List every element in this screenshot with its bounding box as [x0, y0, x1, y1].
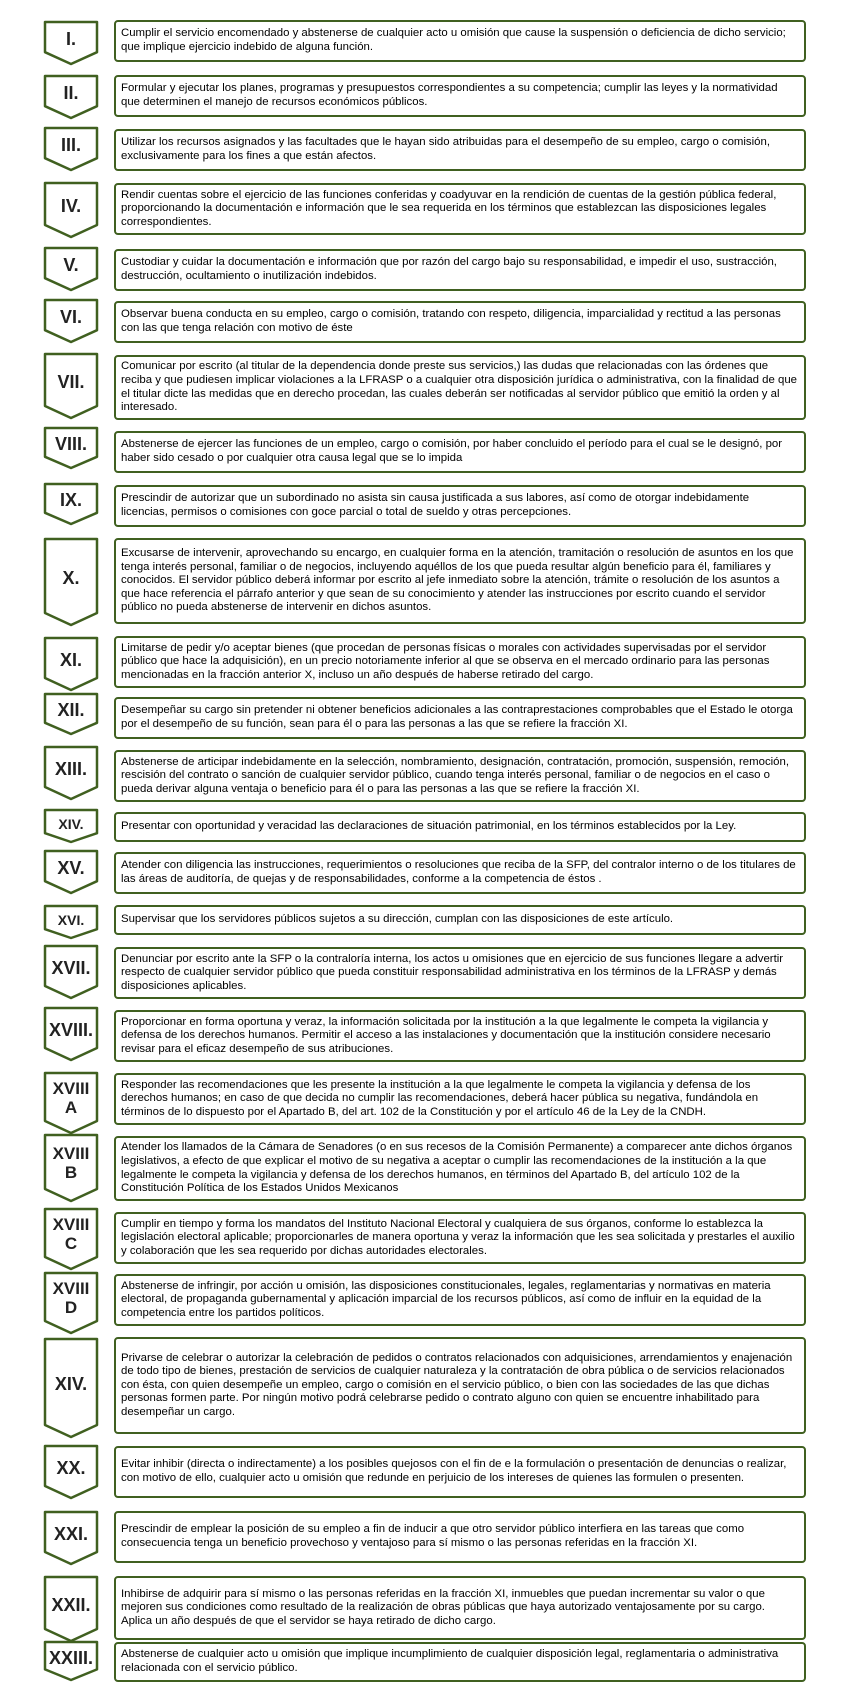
fraction-number: XIV.	[58, 815, 84, 832]
fraction-text-box	[114, 355, 806, 420]
fraction-number: IX.	[59, 490, 82, 511]
fraction-number-badge	[43, 298, 99, 344]
fraction-text-box	[114, 485, 806, 527]
fraction-text-box	[114, 1576, 806, 1640]
fraction-number: VII.	[57, 372, 85, 392]
fraction-number: XIV.	[54, 1374, 88, 1394]
fraction-text: Formular y ejecutar los planes, programas y presupuestos correspondientes a su competencia; cumplir las leyes y la normatividad que determinen el manejo de recursos económicos públicos.	[121, 82, 778, 108]
fraction-number: III.	[60, 135, 81, 156]
fraction-text-box	[114, 183, 806, 235]
fraction-number: X.	[62, 568, 80, 588]
fraction-text: Desempeñar su cargo sin pretender ni obtener beneficios adicionales a las contraprestaciones comprobables que el Estado le otorga por el desempeño de su función, sean para él o para las personas a las que se refiere la fracción XI.	[121, 704, 793, 730]
fraction-text: Privarse de celebrar o autorizar la celebración de pedidos o contratos relacionados con adquisiciones, arrendamientos y enajenación de todo tipo de bienes, prestación de servicios de cualquier naturaleza y la contratación de obra pública o de servicios relacionados con ésta, con quien desempeñe un empleo, cargo o comisión en el servicio público, o bien con las sociedades de las que dichas personas formen parte. Por ningún motivo podrá celebrarse pedido o contrato alguno con quien se encuentre inhabilitado para desempeñar un cargo.	[121, 1351, 793, 1418]
fraction-number-badge	[43, 1271, 99, 1335]
fraction-text-box	[114, 750, 806, 802]
fraction-text-box	[114, 812, 806, 842]
fraction-number: XI.	[59, 650, 82, 670]
fraction-number-badge	[43, 849, 99, 895]
fraction-number: XV.	[57, 858, 85, 879]
fraction-number-badge	[43, 246, 99, 292]
fraction-number: V.	[63, 255, 79, 276]
fraction-text-box	[114, 538, 806, 624]
fraction-text: Comunicar por escrito (al titular de la dependencia donde preste sus servicios,) las dudas que relacionadas con las órdenes que reciba y que pudiesen implicar violaciones a la LFRASP o a cualquier otra disposición jurídica o administrativa, con la finalidad de que el titular dicte las medidas que en derecho procedan, las cuales deberán ser notificadas al servidor público que emitió la orden y al interesado.	[121, 360, 798, 414]
fraction-text: Supervisar que los servidores públicos sujetos a su dirección, cumplan con las disposiciones de este artículo.	[121, 913, 674, 926]
fraction-number: XXII.	[51, 1595, 91, 1615]
fraction-text: Responder las recomendaciones que les presente la institución a la que legalmente le competa la vigilancia y defensa de los derechos humanos; en caso de que decida no cumplir las recomendaciones, deberá hacer pública su negativa, fundándola en términos de lo dispuesto por el Apartado B, del art. 102 de la Constitución y por el artículo 46 de la Ley de la CNDH.	[121, 1078, 759, 1118]
fraction-text: Prescindir de autorizar que un subordinado no asista sin causa justificada a sus labores, así como de otorgar indebidamente licencias, permisos o comisiones con goce parcial o total de sueldo y otras percepciones.	[121, 492, 750, 518]
fraction-text: Presentar con oportunidad y veracidad las declaraciones de situación patrimonial, en los términos establecidos por la Ley.	[121, 820, 737, 833]
fraction-number: XVIII C	[52, 1215, 90, 1253]
fraction-number: XVIII A	[52, 1079, 90, 1117]
fraction-text: Prescindir de emplear la posición de su empleo a fin de inducir a que otro servidor público interfiera en las tareas que como consecuencia tenga un beneficio provechoso y ventajoso para sí mismo o las personas referidas en la fracción XI.	[121, 1523, 745, 1549]
fraction-number: XX.	[56, 1458, 86, 1478]
fraction-text-box	[114, 1337, 806, 1434]
fraction-number-badge	[43, 20, 99, 66]
fraction-text-box	[114, 20, 806, 62]
fraction-text-box	[114, 1010, 806, 1062]
fraction-number: XXI.	[53, 1524, 88, 1544]
fraction-number-badge	[43, 1071, 99, 1135]
fraction-text: Excusarse de intervenir, aprovechando su encargo, en cualquier forma en la atención, tramitación o resolución de asuntos en los que tenga interés personal, familiar o de negocios, incluyendo aquéllos de los que pueda resultar algún beneficio para él, familiares y conocidos. El servidor público deberá informar por escrito al jefe inmediato sobre la atención, trámite o resolución de los asuntos a que hace referencia el párrafo anterior y que sean de su conocimiento y atender las instrucciones por escrito cuando el servidor público no pueda abstenerse de intervenir en dichos asuntos.	[121, 547, 794, 614]
fraction-number-badge	[43, 1640, 99, 1682]
fraction-number-badge	[43, 808, 99, 844]
fraction-number: II.	[63, 83, 79, 104]
fraction-text-box	[114, 1136, 806, 1201]
fraction-number-badge	[43, 636, 99, 692]
fraction-number-badge	[43, 537, 99, 627]
fraction-text-box	[114, 1511, 806, 1563]
fraction-text: Denunciar por escrito ante la SFP o la contraloría interna, los actos u omisiones que en ejercicio de sus funciones llegare a advertir respecto de cualquier servidor público que pueda constituir responsabilidad administrativa en los términos de la LFRASP y demás disposiciones aplicables.	[121, 952, 784, 992]
fraction-number-badge	[43, 1337, 99, 1439]
fraction-text-box	[114, 1446, 806, 1498]
fraction-text-box	[114, 75, 806, 117]
fraction-number: XXIII.	[48, 1647, 93, 1668]
fraction-text: Atender los llamados de la Cámara de Senadores (o en sus recesos de la Comisión Permanente) a comparecer ante dichos órganos legislativos, a efecto de que explicar el motivo de su negativa a aceptar o cumplir las recomendaciones de la institución a la que legalmente le competa la vigilancia y defensa de los derechos humanos, en términos del Apartado B, del artículo 102 de la Constitución Política de los Estados Unidos Mexicanos	[121, 1141, 793, 1195]
fraction-text-box	[114, 1073, 806, 1125]
fraction-number-badge	[43, 482, 99, 526]
fraction-text: Rendir cuentas sobre el ejercicio de las funciones conferidas y coadyuvar en la rendición de cuentas de la gestión pública federal, proporcionando la documentación e información que le sea requerida en los términos que establezcan las disposiciones legales correspondientes.	[121, 188, 777, 228]
fraction-text-box	[114, 1274, 806, 1326]
fraction-number-badge	[43, 1006, 99, 1062]
fraction-number: XVII.	[51, 958, 91, 978]
fraction-text-box	[114, 905, 806, 935]
fraction-text-box	[114, 1212, 806, 1264]
fraction-number: VIII.	[54, 434, 87, 455]
fraction-text: Custodiar y cuidar la documentación e información que por razón del cargo bajo su responsabilidad, e impedir el uso, sustracción, destrucción, ocultamiento o inutilización indebidos.	[121, 256, 777, 282]
fraction-number: IV.	[60, 196, 82, 216]
fraction-text: Inhibirse de adquirir para sí mismo o las personas referidas en la fracción XI, inmuebles que puedan incrementar su valor o que mejoren sus condiciones como resultado de la realización de obras públicas que haya autorizado ventajosamente por su cargo. Aplica un año después de que el servidor se haya retirado de dicho cargo.	[121, 1587, 765, 1627]
fraction-number-badge	[43, 1133, 99, 1203]
fraction-number-badge	[43, 944, 99, 1000]
fraction-number-badge	[43, 126, 99, 172]
fraction-text: Limitarse de pedir y/o aceptar bienes (que procedan de personas físicas o morales con actividades supervisadas por el servidor público que hace la adquisición), en un precio notoriamente inferior al que se observa en el mercado ordinario para las personas mencionadas en la fracción anterior X, incluso un año después de haberse retirado del cargo.	[121, 641, 770, 681]
fraction-text: Cumplir en tiempo y forma los mandatos del Instituto Nacional Electoral y cualquiera de sus órganos, conforme lo establezca la legislación electoral aplicable; proporcionarles de manera oportuna y veraz la información que les sea solicitada y prestarles el auxilio y colaboración que les sea requerido por dichas autoridades electorales.	[121, 1217, 795, 1257]
fraction-number-badge	[43, 1575, 99, 1643]
fraction-number: XVIII D	[52, 1279, 90, 1317]
fraction-number-badge	[43, 745, 99, 801]
fraction-number: I.	[65, 29, 76, 50]
fraction-number-badge	[43, 1207, 99, 1271]
fraction-text: Observar buena conducta en su empleo, cargo o comisión, tratando con respeto, diligencia, imparcialidad y rectitud a las personas con las que tenga relación con motivo de éste	[121, 308, 781, 334]
fraction-text: Atender con diligencia las instrucciones, requerimientos o resoluciones que reciba de la SFP, del contralor interno o de los titulares de las áreas de auditoría, de quejas y de responsabilidades, conforme a la competencia de éstos .	[121, 859, 796, 885]
fraction-text-box	[114, 1642, 806, 1682]
fraction-number-badge	[43, 426, 99, 470]
fraction-text: Abstenerse de articipar indebidamente en la selección, nombramiento, designación, contratación, promoción, suspensión, remoción, rescisión del contrato o sanción de cualquier servidor público, cuando tenga interés personal, familiar o de negocios en el caso o pueda derivar alguna ventaja o beneficio para él o para las personas a las que se refiere la fracción XI.	[121, 755, 789, 795]
fraction-text: Proporcionar en forma oportuna y veraz, la información solicitada por la institución a la que legalmente le competa la vigilancia y defensa de los derechos humanos. Permitir el acceso a las instalaciones y documentación que la institución considere necesario revisar para el eficaz desempeño de sus atribuciones.	[121, 1015, 771, 1055]
fraction-text-box	[114, 852, 806, 894]
fraction-text-box	[114, 301, 806, 343]
fraction-number-badge	[43, 352, 99, 420]
fraction-text: Abstenerse de infringir, por acción u omisión, las disposiciones constitucionales, legales, reglamentarias y normativas en materia electoral, de propaganda gubernamental y aplicación imparcial de los recursos públicos, así como de influir en la equidad de la competencia entre los partidos políticos.	[121, 1279, 771, 1319]
fraction-number-badge	[43, 692, 99, 736]
fraction-text-box	[114, 697, 806, 739]
fraction-number: XVIII.	[48, 1020, 93, 1040]
fraction-text-box	[114, 947, 806, 999]
fraction-number-badge	[43, 181, 99, 239]
fraction-text: Abstenerse de ejercer las funciones de un empleo, cargo o comisión, por haber concluido el período para el cual se le designó, por haber sido cesado o por cualquier otra causa legal que se lo impida	[121, 438, 783, 464]
fraction-text: Abstenerse de cualquier acto u omisión que implique incumplimiento de cualquier disposición legal, reglamentaria o administrativa relacionada con el servicio público.	[121, 1648, 779, 1674]
fraction-text-box	[114, 249, 806, 291]
fraction-number: VI.	[59, 307, 82, 328]
fraction-text: Cumplir el servicio encomendado y abstenerse de cualquier acto u omisión que cause la suspensión o deficiencia de dicho servicio; que implique ejercicio indebido de alguna función.	[121, 27, 786, 53]
fraction-number-badge	[43, 1510, 99, 1566]
fraction-number-badge	[43, 74, 99, 120]
fraction-number: XVI.	[57, 911, 85, 928]
fraction-number: XII.	[57, 700, 85, 721]
fraction-number-badge	[43, 904, 99, 940]
fraction-number-badge	[43, 1444, 99, 1500]
fraction-text-box	[114, 636, 806, 688]
fraction-text-box	[114, 431, 806, 473]
fraction-number: XIII.	[54, 759, 87, 779]
fraction-number: XVIII B	[52, 1144, 90, 1182]
fraction-text: Evitar inhibir (directa o indirectamente) a los posibles quejosos con el fin de e la formulación o presentación de denuncias o realizar, con motivo de ello, cualquier acto u omisión que redunde en perjuicio de los intereses de quienes las formulen o presenten.	[121, 1458, 787, 1484]
fraction-text: Utilizar los recursos asignados y las facultades que le hayan sido atribuidas para el desempeño de su empleo, cargo o comisión, exclusivamente para los fines a que están afectos.	[121, 136, 770, 162]
fraction-text-box	[114, 129, 806, 171]
